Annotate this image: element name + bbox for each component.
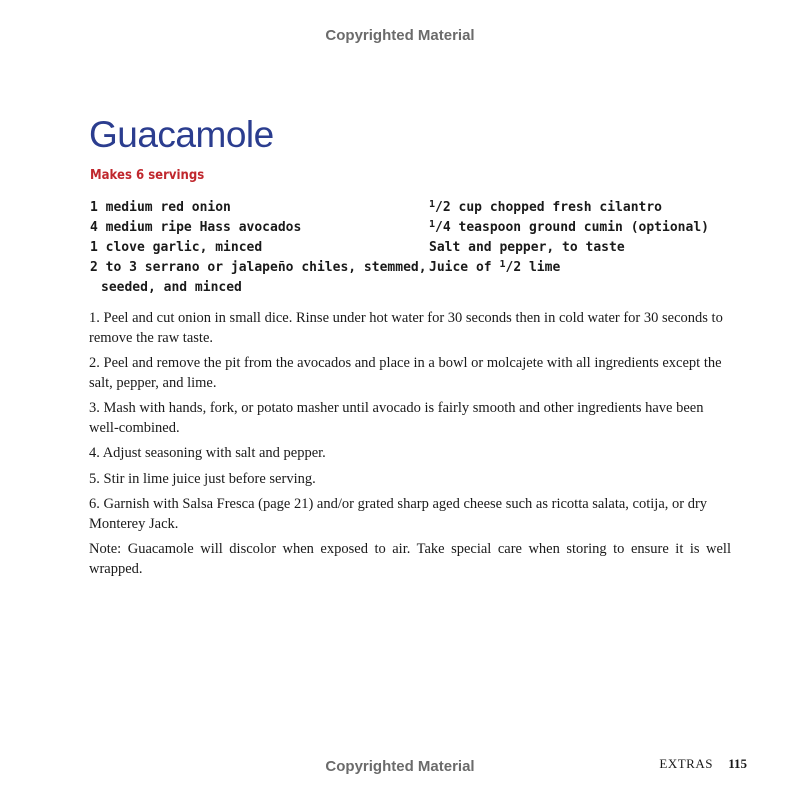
recipe-steps <box>89 309 731 585</box>
recipe-step: 5. Stir in lime juice just before serving. <box>89 470 316 487</box>
page-footer <box>659 756 747 772</box>
recipe-title: Guacamole <box>89 114 274 155</box>
ingredient-item: 4 medium ripe Hass avocados <box>90 220 302 235</box>
recipe-servings: Makes 6 servings <box>90 168 205 183</box>
ingredient-item-continued: seeded, and minced <box>101 280 242 295</box>
ingredient-item <box>429 218 749 238</box>
ingredient-text: teaspoon ground cumin (optional) <box>450 220 709 235</box>
ingredient-item: 2 to 3 serrano or jalapeño chiles, stemmed, <box>90 260 427 275</box>
watermark-top: Copyrighted Material <box>325 27 475 44</box>
ingredient-item: 1 medium red onion <box>90 200 231 215</box>
ingredient-item <box>429 238 749 258</box>
recipe-step: 4. Adjust seasoning with salt and pepper. <box>89 445 326 461</box>
recipe-step: 1. Peel and cut onion in small dice. Rinse under hot water for 30 seconds then in cold water for 30 seconds to remove the raw taste. <box>89 310 723 346</box>
recipe-step: 6. Garnish with Salsa Fresca (page 21) and/or grated sharp aged cheese such as ricotta salata, cotija, or dry Monterey Jack. <box>89 496 708 532</box>
ingredients-right-column <box>429 198 749 278</box>
recipe-step: 3. Mash with hands, fork, or potato masher until avocado is fairly smooth and other ingredients have been well-combined. <box>89 400 704 436</box>
ingredient-item <box>429 258 749 278</box>
page-number: 115 <box>728 756 747 771</box>
ingredients-left-column <box>90 198 427 298</box>
ingredient-text: lime <box>521 260 561 275</box>
ingredient-text: Salt and pepper, to taste <box>429 240 625 255</box>
ingredient-prefix: Juice of <box>429 260 500 275</box>
recipe-note: Note: Guacamole will discolor when exposed to air. Take special care when storing to ensure it is well wrapped. <box>89 541 731 577</box>
ingredient-item <box>429 198 749 218</box>
watermark-bottom: Copyrighted Material <box>325 758 475 775</box>
ingredient-text: cup chopped fresh cilantro <box>450 200 663 215</box>
recipe-step: 2. Peel and remove the pit from the avocados and place in a bowl or molcajete with all ingredients except the salt, pepper, and lime. <box>89 355 722 391</box>
fraction: $^1$/4 <box>429 219 451 235</box>
fraction: $^1$/2 <box>429 199 451 215</box>
footer-section-name: EXTRAS <box>659 756 713 771</box>
ingredient-item: 1 clove garlic, minced <box>90 240 263 255</box>
fraction: $^1$/2 <box>499 259 522 275</box>
